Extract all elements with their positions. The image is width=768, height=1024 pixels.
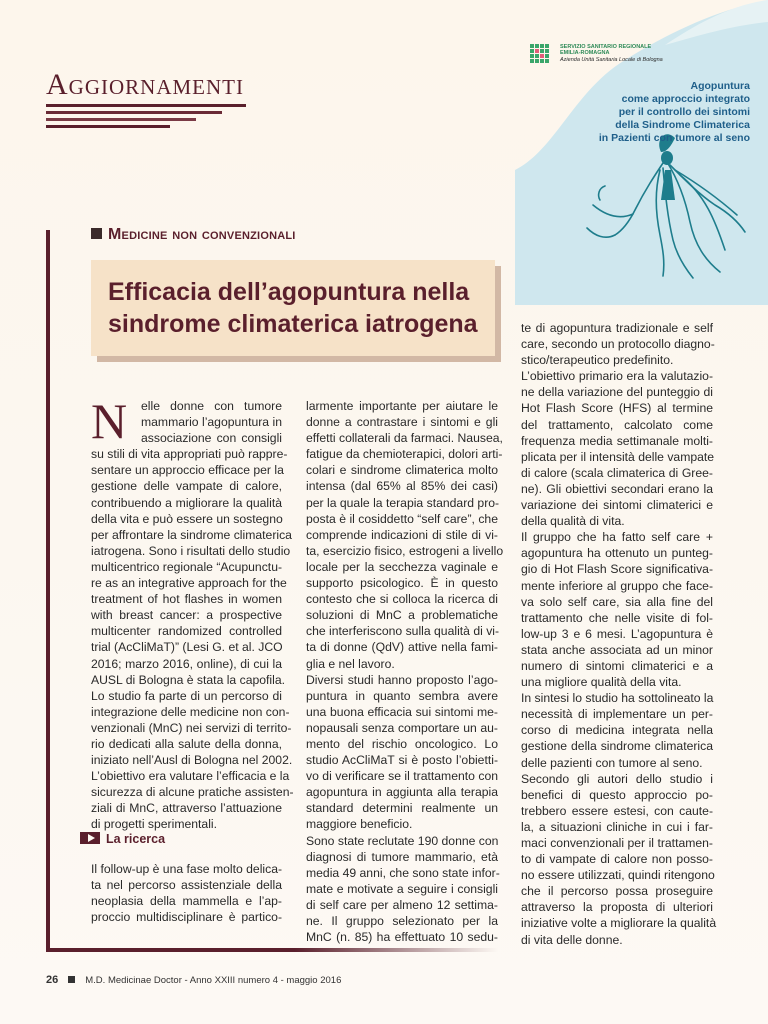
text-line: gestione della sindrome climaterica: [521, 739, 713, 754]
text-line: che interferiscono sulla qualità di vi-: [306, 624, 500, 639]
category-label: Medicine non convenzionali: [108, 226, 296, 243]
text-line: maggiore beneficio.: [306, 817, 413, 832]
text-line: stico/terapeutico predefinito.: [521, 353, 674, 368]
logo-line: EMILIA-ROMAGNA: [560, 50, 610, 57]
text-line: Sono state reclutate 190 donne con: [306, 833, 499, 848]
text-line: contribuendo a migliorare la qualità: [91, 495, 282, 510]
text-line: sicurezza di alcune pratiche assisten-: [91, 785, 294, 800]
text-line: L’obiettivo era valutare l’efficacia e la: [91, 769, 290, 784]
text-line: ziali di MnC, attraverso l’attuazione: [91, 801, 282, 816]
text-line: colari e sindrome climaterica molto: [306, 463, 498, 478]
text-line: posta è il cosiddetto “self care”, che: [306, 511, 498, 526]
text-line: treatment of hot flashes in women: [91, 592, 282, 607]
page-footer: [46, 974, 341, 986]
text-line: ta di donne (QdV) attive nella fami-: [306, 640, 498, 655]
text-line: diagnosi di tumore mammario, età: [306, 849, 498, 864]
text-line: su stili di vita appropriati può rappre-: [91, 447, 288, 462]
text-line: mente inferiore al gruppo che face-: [521, 578, 713, 593]
text-line: puntura in quanto sembra avere: [306, 688, 498, 703]
text-line: mento del rischio oncologico. Lo: [306, 736, 498, 751]
text-line: una buona efficacia sui sintomi me-: [306, 704, 498, 719]
text-line: di self care per almeno 12 settima-: [306, 897, 498, 912]
page-number: 26: [46, 974, 59, 986]
text-line: iatrogena. Sono i risultati dello studio: [91, 543, 291, 558]
cover-title: [590, 80, 750, 145]
text-line: di vita delle donne.: [521, 932, 623, 947]
text-line: glia e nel lavoro.: [306, 656, 395, 671]
section-title: Aggiornamenti: [46, 68, 244, 101]
text-line: associazione con consigli: [141, 431, 282, 446]
text-line: va solo self care, sia alla fine del: [521, 594, 713, 609]
text-line: MnC (n. 85) ha effettuato 10 sedu-: [306, 930, 498, 945]
text-line: che il percorso possa proseguire: [521, 884, 713, 899]
text-line: frequenza media settimanale molti-: [521, 433, 713, 448]
article-column-1: [91, 393, 294, 833]
text-line: elle donne con tumore: [141, 399, 282, 413]
text-line: In sintesi lo studio ha sottolineato la: [521, 691, 714, 706]
text-line: integrazione delle medicine non con-: [91, 704, 290, 719]
square-bullet-icon: [68, 976, 75, 983]
region-logo-icon: [530, 44, 554, 66]
text-line: agopuntura in aggiunta alla terapia: [306, 785, 498, 800]
text-line: trebbero essere estesi, con caute-: [521, 803, 713, 818]
text-line: larmente importante per aiutare le: [306, 399, 498, 413]
header-bar: [46, 125, 170, 128]
text-line: AUSL di Bologna è stata la capofila.: [91, 672, 285, 687]
text-line: maci convenzionali per il trattamen-: [521, 836, 713, 850]
text-line: trattamento che nelle visite di fol-: [521, 610, 713, 625]
article-column-1-continued: [91, 861, 282, 925]
cover-title-line: della Sindrome Climaterica: [615, 119, 750, 131]
text-line: multicentrico regionale “Acupunctu-: [91, 559, 283, 574]
text-line: ta nel percorso assistenziale della: [91, 878, 282, 893]
article-column-2: [306, 398, 504, 945]
square-bullet-icon: [91, 228, 102, 239]
text-line: attraverso la proposta di ulteriori: [521, 900, 713, 915]
text-line: di progetti sperimentali.: [91, 817, 217, 832]
text-line: Hot Flash Score (HFS) al termine: [521, 401, 713, 416]
text-line: vo di verificare se il trattamento con: [306, 769, 498, 784]
text-line: variazione dei sintomi climaterici e: [521, 498, 713, 513]
text-line: supporto psicologico. È in questo: [306, 576, 498, 591]
cover-title-line: come approccio integrato: [621, 93, 750, 105]
logo-line: Azienda Unità Sanitaria Locale di Bologna: [560, 56, 663, 63]
text-line: per affrontare la sindrome climaterica: [91, 527, 292, 542]
text-line: della vita e può essere un sostegno: [91, 511, 283, 526]
text-line: te di agopuntura tradizionale e self: [521, 321, 713, 335]
text-line: low-up 3 e 6 mesi. L’agopuntura è: [521, 626, 713, 641]
text-line: contesto che si colloca la ricerca di: [306, 592, 498, 607]
text-line: della qualità di vita.: [521, 514, 625, 529]
article-category: [91, 226, 296, 244]
text-line: iniziato nell’Ausl di Bologna nel 2002.: [91, 753, 293, 768]
subheading: [80, 832, 165, 846]
text-line: gio di Hot Flash Score significativa-: [521, 562, 713, 577]
article-column-3: [521, 320, 717, 948]
cover-title-line: Agopuntura: [690, 80, 750, 92]
text-line: effetti collaterali da farmaci. Nausea,: [306, 431, 503, 446]
subheading-label: La ricerca: [106, 832, 166, 846]
text-line: standard determini realmente un: [306, 801, 498, 816]
text-line: studio AcCliMaT si è posto l’obietti-: [306, 753, 498, 768]
drop-cap: N: [91, 393, 128, 449]
text-line: to di vampate di calore non posso-: [521, 852, 713, 867]
text-line: di calore (scala climaterica di Gree-: [521, 465, 713, 480]
cover-title-line: per il controllo dei sintomi: [618, 106, 750, 118]
header-bar: [46, 118, 196, 121]
text-line: ne della variazione del punteggio di: [521, 385, 713, 400]
text-line: Diversi studi hanno proposto l’ago-: [306, 672, 498, 687]
text-line: mammario l’agopuntura in: [141, 415, 282, 430]
text-line: media 49 anni, che sono state infor-: [306, 865, 500, 880]
arrow-right-icon: [80, 832, 100, 844]
text-line: comprende indicazioni di stile di vi-: [306, 527, 498, 542]
text-line: rio dedicati alla salute della donna,: [91, 736, 282, 751]
text-line: L’obiettivo primario era la valutazio-: [521, 369, 713, 384]
text-line: proccio multidisciplinare è partico-: [91, 910, 282, 925]
text-line: ta, esercizio fisico, estrogeni a livello: [306, 543, 504, 558]
bottom-rule: [46, 948, 498, 952]
text-line: stata anche associata ad un minor: [521, 642, 713, 657]
text-line: neoplasia della mammella e l’ap-: [91, 894, 282, 909]
region-logo-text: [560, 44, 680, 63]
header-bar: [46, 104, 246, 107]
text-line: Il follow-up è una fase molto delica-: [91, 862, 283, 876]
text-line: with breast cancer: a prospective: [91, 608, 282, 623]
text-line: locale per la secchezza vaginale e: [306, 559, 498, 574]
text-line: ne. Il gruppo selezionato per la: [306, 914, 498, 928]
text-line: multicenter randomized controlled: [91, 624, 282, 639]
text-line: agopuntura ha ottenuto un punteg-: [521, 546, 713, 561]
text-line: trial (AcCliMaT)” (Lesi G. et al. JCO: [91, 640, 283, 655]
text-line: intensa (dal 65% al 85% dei casi): [306, 479, 498, 494]
text-line: benefici di questo approccio po-: [521, 787, 713, 802]
text-line: sentare un approccio efficace per la: [91, 463, 284, 478]
footer-citation: M.D. Medicinae Doctor - Anno XXIII numero 4 - maggio 2016: [85, 975, 342, 986]
text-line: la, a situazioni cliniche in cui i far-: [521, 819, 713, 834]
text-line: ne). Gli obiettivi secondari erano la: [521, 481, 713, 496]
logo-line: SERVIZIO SANITARIO REGIONALE: [560, 44, 652, 50]
header-bar: [46, 111, 222, 114]
cover-title-line: in Pazienti con tumore al seno: [598, 132, 750, 144]
text-line: mate e motivate a seguire i consigli: [306, 881, 498, 896]
text-line: per la quale la terapia standard pro-: [306, 495, 500, 510]
text-line: del trattamento, calcolato come: [521, 417, 713, 432]
text-line: Secondo gli autori dello studio i: [521, 771, 713, 786]
text-line: necessità di implementare un per-: [521, 707, 713, 722]
text-line: fatigue da chemioterapici, dolori arti-: [306, 447, 503, 462]
title-line: sindrome climaterica iatrogena: [108, 310, 478, 338]
text-line: donne a contrastare i sintomi e gli: [306, 415, 498, 430]
vertical-rule: [46, 230, 50, 952]
text-line: soluzioni di MnC a problematiche: [306, 608, 498, 623]
text-line: delle pazienti con tumore al seno.: [521, 755, 703, 770]
text-line: Lo studio fa parte di un percorso di: [91, 688, 282, 703]
article-title: [108, 276, 492, 340]
text-line: no essere utilizzati, quindi ritengono: [521, 868, 715, 883]
text-line: corso di medicina integrata nella: [521, 723, 713, 738]
text-line: gestione delle vampate di calore,: [91, 479, 282, 494]
text-line: care, secondo un protocollo diagno-: [521, 337, 715, 352]
text-line: iniziative volte a migliorare la qualità: [521, 916, 717, 931]
text-line: Il gruppo che ha fatto self care +: [521, 530, 713, 545]
title-line: Efficacia dell’agopuntura nella: [108, 278, 470, 306]
text-line: nopausali senza comportare un au-: [306, 720, 498, 735]
text-line: plicata per il intensità delle vampate: [521, 449, 715, 464]
text-line: una migliore qualità della vita.: [521, 675, 682, 690]
text-line: re as an integrative approach for the: [91, 576, 287, 591]
text-line: numero di sintomi climaterici e a: [521, 658, 713, 673]
text-line: venzionali (MnC) nei servizi di territo-: [91, 720, 292, 735]
text-line: 2016; marzo 2016, online), di cui la: [91, 656, 282, 671]
